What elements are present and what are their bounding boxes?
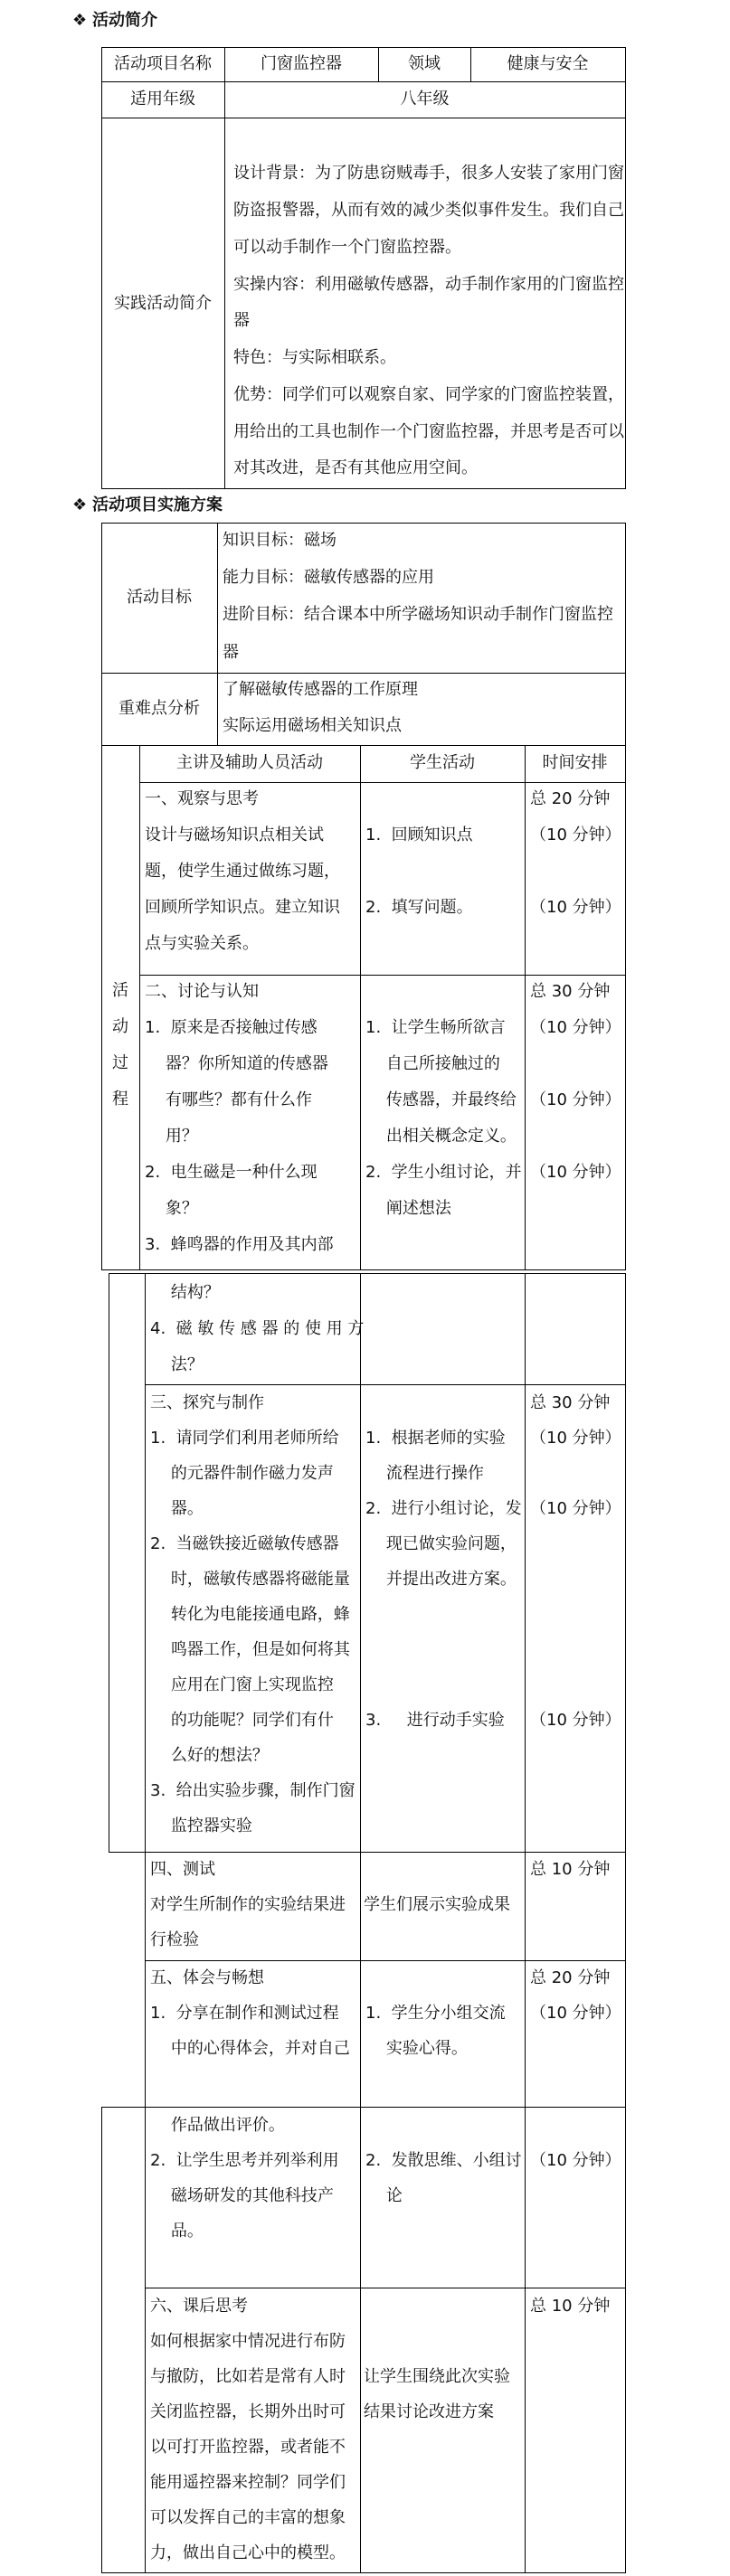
cell-line: 结构？ xyxy=(150,1283,220,1302)
cell-line: （10 分钟） xyxy=(530,1711,621,1730)
cell-line: 中的心得体会，并对自己 xyxy=(150,2039,350,2058)
process-label-char: 活 xyxy=(112,981,128,1000)
key-points-label: 重难点分析 xyxy=(119,699,200,718)
goal-line: 知识目标：磁场 xyxy=(223,531,337,550)
cell-line: 1. 请同学们利用老师所给 xyxy=(150,1429,339,1448)
intro-line: 防盗报警器，从而有效的减少类似事件发生。我们自己 xyxy=(233,201,624,220)
section-title: 活动项目实施方案 xyxy=(92,495,223,514)
cell-line: 2. 发散思维、小组讨 xyxy=(365,2151,522,2170)
phase-5-time-cont: （10 分钟） xyxy=(530,2151,621,2170)
cell-line: 总 30 分钟 xyxy=(530,1393,611,1412)
phase-4-time: 总 10 分钟 xyxy=(530,1860,611,1879)
cell-line: （10 分钟） xyxy=(530,1499,621,1518)
cell-line: 转化为电能接通电路，蜂 xyxy=(150,1605,350,1624)
intro-line: 器 xyxy=(233,311,250,330)
intro-line: 用给出的工具也制作一个门窗监控器，并思考是否可以 xyxy=(233,422,624,441)
cell-line: 总 20 分钟 xyxy=(530,1968,611,1987)
goal-line: 能力目标：磁敏传感器的应用 xyxy=(223,568,434,587)
process-label-char: 过 xyxy=(112,1053,128,1072)
field-value: 健康与安全 xyxy=(507,54,589,73)
cell-line: 如何根据家中情况进行布防 xyxy=(150,2332,346,2351)
goal-label: 活动目标 xyxy=(127,588,192,607)
section-header-intro xyxy=(72,7,157,31)
cell-line: （10 分钟） xyxy=(530,1018,621,1037)
cell-line: 作品做出评价。 xyxy=(150,2116,285,2135)
key-point-line: 了解磁敏传感器的工作原理 xyxy=(223,680,418,699)
cell-line: 2. 让学生思考并列举利用 xyxy=(150,2151,339,2170)
cell-line: 的功能呢？同学们有什 xyxy=(150,1711,334,1730)
project-name-label: 活动项目名称 xyxy=(114,54,212,73)
cell-line: 1. 让学生畅所欲言 xyxy=(365,1018,506,1037)
field-label: 领域 xyxy=(408,54,441,73)
key-point-line: 实际运用磁场相关知识点 xyxy=(223,716,402,735)
cell-line: 3. 进行动手实验 xyxy=(365,1711,505,1730)
cell-line: 回顾所学知识点。建立知识 xyxy=(145,898,340,917)
cell-line: 六、课后思考 xyxy=(150,2297,248,2316)
cell-line: 与撤防，比如若是常有人时 xyxy=(150,2367,346,2386)
cell-line: 二、讨论与认知 xyxy=(145,982,259,1001)
intro-line: 可以动手制作一个门窗监控器。 xyxy=(233,238,461,257)
goal-line: 器 xyxy=(223,643,239,662)
cell-line: 用？ xyxy=(145,1127,198,1146)
cell-line: （10 分钟） xyxy=(530,1163,621,1182)
phase-4-student: 学生们展示实验成果 xyxy=(364,1895,510,1914)
intro-line: 优势：同学们可以观察自家、同学家的门窗监控装置， xyxy=(233,385,624,404)
cell-line: 品。 xyxy=(150,2222,204,2241)
cell-line: （10 分钟） xyxy=(530,1090,621,1109)
cell-line: 四、测试 xyxy=(150,1860,215,1879)
cell-line: 关闭监控器，长期外出时可 xyxy=(150,2402,346,2421)
cell-line: 1. 学生分小组交流 xyxy=(365,2004,506,2023)
cell-line: （10 分钟） xyxy=(530,2004,621,2023)
cell-line: 传感器，并最终给 xyxy=(365,1090,517,1109)
cell-line: 有哪些？都有什么作 xyxy=(145,1090,312,1109)
cell-line: 五、体会与畅想 xyxy=(150,1968,264,1987)
cell-line: 并提出改进方案。 xyxy=(365,1570,517,1589)
cell-line: （10 分钟） xyxy=(530,1429,621,1448)
diamond-bullet-icon: ❖ xyxy=(72,495,88,514)
cell-line: 3. 给出实验步骤，制作门窗 xyxy=(150,1781,356,1800)
cell-line: 2. 当磁铁接近磁敏传感器 xyxy=(150,1534,339,1553)
grade-value: 八年级 xyxy=(400,90,450,109)
cell-line: 2. 填写问题。 xyxy=(365,898,473,917)
cell-line: 法？ xyxy=(150,1355,204,1374)
goal-line: 进阶目标：结合课本中所学磁场知识动手制作门窗监控 xyxy=(223,605,613,624)
section-header-plan xyxy=(72,492,223,515)
col-header-teacher: 主讲及辅助人员活动 xyxy=(176,753,323,772)
cell-line: 2. 进行小组讨论，发 xyxy=(365,1499,522,1518)
cell-line: 1. 根据老师的实验 xyxy=(365,1429,506,1448)
cell-line: （10 分钟） xyxy=(530,898,621,917)
cell-line: 对学生所制作的实验结果进 xyxy=(150,1895,346,1914)
col-header-student: 学生活动 xyxy=(410,753,475,772)
cell-line: 结果讨论改进方案 xyxy=(364,2402,494,2421)
cell-line: （10 分钟） xyxy=(530,826,621,845)
cell-line: 总 30 分钟 xyxy=(530,982,611,1001)
section-title: 活动简介 xyxy=(92,11,157,30)
cell-line: 1. 原来是否接触过传感 xyxy=(145,1018,318,1037)
cell-line: 以可打开监控器，或者能不 xyxy=(150,2438,346,2457)
cell-line: 总 20 分钟 xyxy=(530,789,611,808)
cell-line: 2. 电生磁是一种什么现 xyxy=(145,1163,318,1182)
cell-line: 实验心得。 xyxy=(365,2039,468,2058)
col-header-time: 时间安排 xyxy=(542,753,608,772)
cell-line: 三、探究与制作 xyxy=(150,1393,264,1412)
process-label-char: 动 xyxy=(112,1017,128,1036)
cell-line: 的元器件制作磁力发声 xyxy=(150,1464,334,1483)
cell-line: 3. 蜂鸣器的作用及其内部 xyxy=(145,1235,334,1254)
cell-line: 自己所接触过的 xyxy=(365,1054,500,1073)
cell-line: 1. 回顾知识点 xyxy=(365,826,473,845)
cell-line: 阐述想法 xyxy=(365,1199,451,1218)
diamond-bullet-icon: ❖ xyxy=(72,11,88,30)
intro-line: 实操内容：利用磁敏传感器，动手制作家用的门窗监控 xyxy=(233,275,624,294)
cell-line: 点与实验关系。 xyxy=(145,934,259,953)
project-name-value: 门窗监控器 xyxy=(261,54,342,73)
cell-line: 能用遥控器来控制？同学们 xyxy=(150,2473,346,2492)
cell-line: 2. 学生小组讨论，并 xyxy=(365,1163,522,1182)
cell-line: 一、观察与思考 xyxy=(145,789,259,808)
cell-line: 么好的想法？ xyxy=(150,1746,269,1765)
cell-line: 现已做实验问题， xyxy=(365,1534,517,1553)
intro-line: 对其改进，是否有其他应用空间。 xyxy=(233,458,478,477)
grade-label: 适用年级 xyxy=(130,90,195,109)
cell-line: 磁场研发的其他科技产 xyxy=(150,2186,334,2205)
cell-line: 设计与磁场知识点相关试 xyxy=(145,826,324,845)
cell-line: 应用在门窗上实现监控 xyxy=(150,1675,334,1694)
cell-line: 论 xyxy=(365,2186,403,2205)
cell-line: 流程进行操作 xyxy=(365,1464,484,1483)
cell-line: 器。 xyxy=(150,1499,204,1518)
intro-label: 实践活动简介 xyxy=(114,294,212,313)
cell-line: 监控器实验 xyxy=(150,1816,252,1835)
cell-line: 器？你所知道的传感器 xyxy=(145,1054,328,1073)
intro-line: 设计背景：为了防患窃贼毒手，很多人安装了家用门窗 xyxy=(233,164,624,183)
cell-line: 时，磁敏传感器将磁能量 xyxy=(150,1570,350,1589)
cell-line: 力，做出自己心中的模型。 xyxy=(150,2543,346,2562)
intro-line: 特色：与实际相联系。 xyxy=(233,348,396,367)
cell-line: 象？ xyxy=(145,1199,198,1218)
process-label-char: 程 xyxy=(112,1090,128,1109)
cell-line: 鸣器工作，但是如何将其 xyxy=(150,1640,350,1659)
cell-line: 让学生围绕此次实验 xyxy=(364,2367,510,2386)
cell-line: 1. 分享在制作和测试过程 xyxy=(150,2004,339,2023)
cell-line: 题，使学生通过做练习题， xyxy=(145,862,340,881)
cell-line: 可以发挥自己的丰富的想象 xyxy=(150,2508,346,2527)
phase-6-time: 总 10 分钟 xyxy=(530,2297,611,2316)
cell-line: 出相关概念定义。 xyxy=(365,1127,517,1146)
cell-line: 行检验 xyxy=(150,1930,199,1949)
cell-line: 4. 磁 敏 传 感 器 的 使 用 方 xyxy=(150,1319,365,1338)
